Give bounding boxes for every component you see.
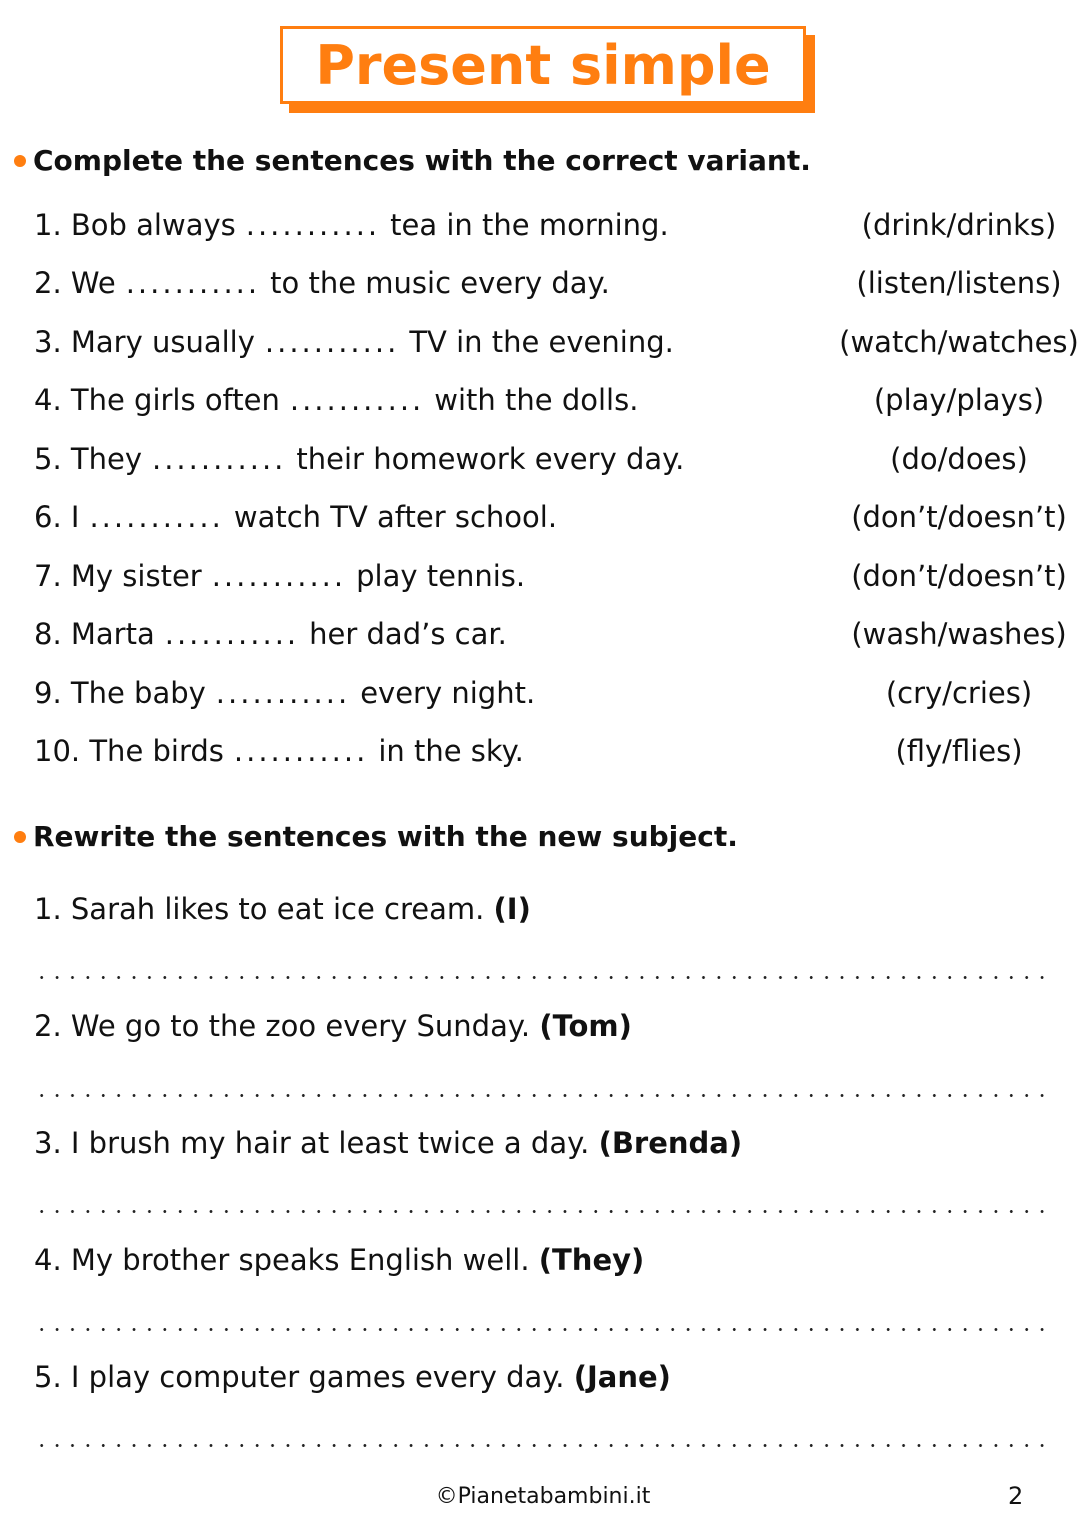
item-number: 3.	[34, 1126, 62, 1160]
exercise-sentence	[34, 383, 638, 417]
answer-blank[interactable]: ...........	[215, 676, 351, 710]
exercise-row	[34, 325, 1079, 365]
answer-options: (watch/watches)	[839, 325, 1079, 359]
answer-blank[interactable]: ...........	[245, 208, 381, 242]
rewrite-sentence: I play computer games every day.	[70, 1360, 565, 1394]
item-number: 2.	[34, 1009, 62, 1043]
new-subject: (I)	[493, 892, 531, 926]
title-box	[280, 26, 806, 104]
new-subject: (They)	[538, 1243, 645, 1277]
sentence-start: The baby	[70, 676, 206, 710]
exercise-row	[34, 266, 1062, 306]
exercise-row	[34, 559, 1067, 599]
exercise-sentence	[34, 442, 684, 476]
item-number: 6.	[34, 500, 62, 534]
exercise-row	[34, 617, 1067, 657]
answer-options: (listen/listens)	[856, 266, 1062, 300]
exercise-sentence	[34, 559, 525, 593]
answer-options: (wash/washes)	[851, 617, 1067, 651]
section1-heading	[14, 144, 811, 177]
item-number: 3.	[34, 325, 62, 359]
rewrite-item	[34, 892, 531, 926]
title-banner	[280, 26, 806, 104]
sentence-start: Marta	[70, 617, 155, 651]
exercise-row	[34, 500, 1067, 540]
exercise-row	[34, 734, 1056, 774]
answer-blank[interactable]: ...........	[125, 266, 261, 300]
item-number: 1.	[34, 892, 62, 926]
sentence-end: with the dolls.	[434, 383, 639, 417]
exercise-row	[34, 676, 1056, 716]
sentence-end: their homework every day.	[296, 442, 685, 476]
sentence-end: in the sky.	[378, 734, 524, 768]
exercise-row	[34, 208, 1056, 248]
sentence-start: The girls often	[70, 383, 280, 417]
exercise-row	[34, 383, 1056, 423]
sentence-start: We	[70, 266, 116, 300]
answer-blank[interactable]: ...........	[164, 617, 300, 651]
answer-line[interactable]	[34, 1328, 1048, 1331]
new-subject: (Jane)	[573, 1360, 671, 1394]
item-number: 9.	[34, 676, 62, 710]
exercise-sentence	[34, 266, 610, 300]
sentence-end: tea in the morning.	[390, 208, 669, 242]
item-number: 4.	[34, 383, 62, 417]
sentence-end: TV in the evening.	[409, 325, 674, 359]
section2-heading	[14, 820, 738, 853]
answer-options: (don’t/doesn’t)	[851, 559, 1067, 593]
answer-options: (don’t/doesn’t)	[851, 500, 1067, 534]
item-number: 2.	[34, 266, 62, 300]
bullet-icon	[14, 831, 26, 843]
answer-blank[interactable]: ...........	[289, 383, 425, 417]
answer-line[interactable]	[34, 1444, 1048, 1447]
rewrite-sentence: We go to the zoo every Sunday.	[70, 1009, 531, 1043]
page-number: 2	[1008, 1482, 1024, 1510]
answer-blank[interactable]: ...........	[264, 325, 400, 359]
sentence-end: watch TV after school.	[233, 500, 558, 534]
item-number: 10.	[34, 734, 81, 768]
rewrite-item	[34, 1360, 671, 1394]
exercise-sentence	[34, 208, 669, 242]
item-number: 1.	[34, 208, 62, 242]
answer-line[interactable]	[34, 976, 1048, 979]
sentence-end: play tennis.	[356, 559, 526, 593]
rewrite-sentence: My brother speaks English well.	[70, 1243, 530, 1277]
sentence-end: her dad’s car.	[309, 617, 507, 651]
item-number: 8.	[34, 617, 62, 651]
item-number: 5.	[34, 1360, 62, 1394]
rewrite-item	[34, 1126, 742, 1160]
rewrite-sentence: I brush my hair at least twice a day.	[70, 1126, 590, 1160]
answer-options: (fly/flies)	[895, 734, 1023, 768]
exercise-row	[34, 442, 1056, 482]
section1-heading-text: Complete the sentences with the correct variant.	[33, 144, 811, 177]
sentence-start: I	[70, 500, 80, 534]
exercise-sentence	[34, 676, 535, 710]
sentence-end: to the music every day.	[270, 266, 610, 300]
sentence-start: The birds	[89, 734, 224, 768]
section2-heading-text: Rewrite the sentences with the new subject.	[33, 820, 738, 853]
copyright-footer: ©Pianetabambini.it	[435, 1484, 651, 1509]
sentence-start: My sister	[70, 559, 202, 593]
sentence-end: every night.	[360, 676, 536, 710]
answer-options: (cry/cries)	[885, 676, 1033, 710]
item-number: 5.	[34, 442, 62, 476]
answer-blank[interactable]: ...........	[233, 734, 369, 768]
exercise-sentence	[34, 500, 557, 534]
exercise-sentence	[34, 734, 524, 768]
exercise-sentence	[34, 617, 507, 651]
answer-blank[interactable]: ...........	[152, 442, 287, 476]
sentence-start: Bob always	[70, 208, 236, 242]
new-subject: (Brenda)	[598, 1126, 743, 1160]
answer-blank[interactable]: ...........	[89, 500, 224, 534]
exercise-sentence	[34, 325, 674, 359]
answer-options: (play/plays)	[873, 383, 1045, 417]
item-number: 7.	[34, 559, 62, 593]
sentence-start: Mary usually	[70, 325, 255, 359]
rewrite-item	[34, 1009, 632, 1043]
rewrite-item	[34, 1243, 644, 1277]
answer-line[interactable]	[34, 1210, 1048, 1213]
answer-options: (drink/drinks)	[861, 208, 1057, 242]
answer-options: (do/does)	[890, 442, 1028, 476]
new-subject: (Tom)	[539, 1009, 632, 1043]
page-title: Present simple	[315, 33, 771, 97]
rewrite-sentence: Sarah likes to eat ice cream.	[70, 892, 485, 926]
item-number: 4.	[34, 1243, 62, 1277]
answer-line[interactable]	[34, 1094, 1048, 1097]
answer-blank[interactable]: ...........	[211, 559, 347, 593]
sentence-start: They	[70, 442, 142, 476]
bullet-icon	[14, 155, 26, 167]
